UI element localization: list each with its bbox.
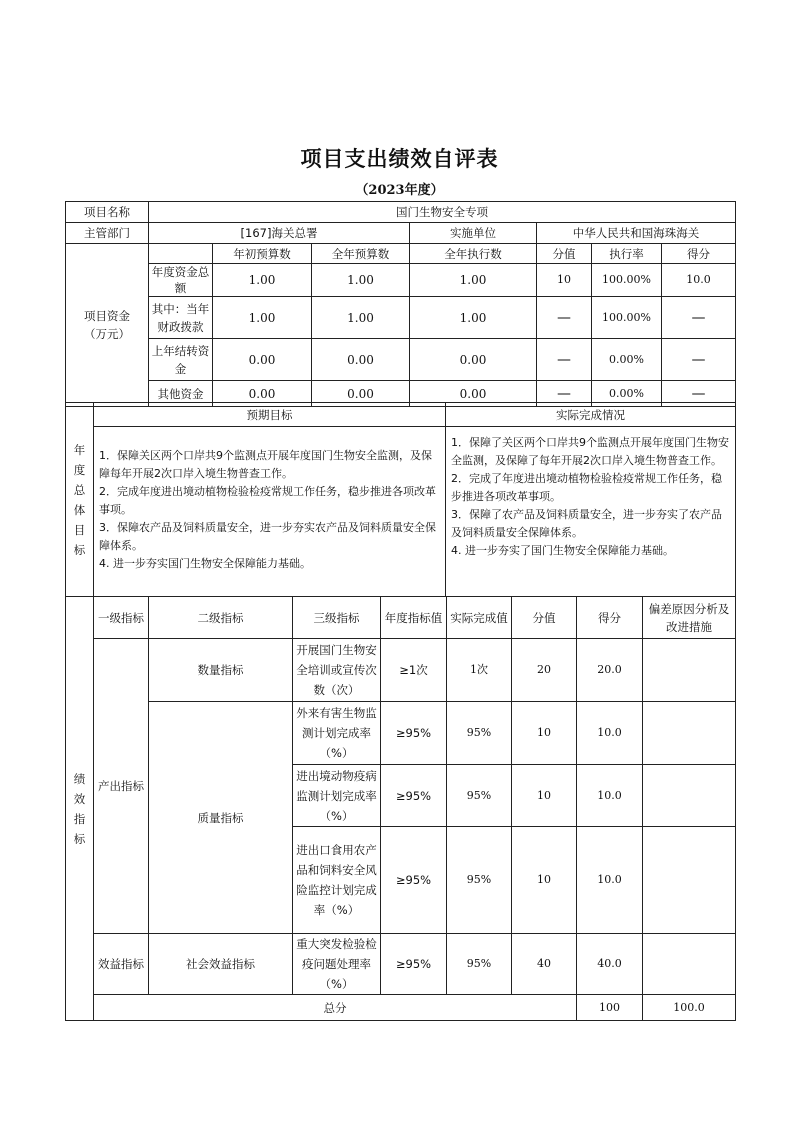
perf-score-value: 20 <box>512 639 577 702</box>
perf-header: 三级指标 <box>293 597 381 639</box>
perf-section-text: 绩效指标 <box>73 771 86 846</box>
funds-initial: 1.00 <box>213 297 312 339</box>
perf-reason <box>643 639 736 702</box>
perf-reason <box>643 702 736 765</box>
funds-annual: 1.00 <box>312 297 410 339</box>
actual-goal-item: 3．保障了农产品及饲料质量安全，进一步夯实了农产品及饲料质量安全保障体系。 <box>451 508 722 539</box>
funds-rate: 100.00% <box>592 297 662 339</box>
goals-section-label <box>66 403 94 597</box>
actual-goal-item: 1．保障了关区两个口岸共9个监测点开展年度国门生物安全监测，及保障了每年开展2次口岸入境生物普查工作。 <box>451 436 729 467</box>
perf-table <box>65 596 736 1021</box>
funds-score-value: — <box>537 339 592 381</box>
project-name-label: 项目名称 <box>66 202 149 223</box>
funds-initial: 0.00 <box>213 339 312 381</box>
dept-value: [167]海关总署 <box>149 223 410 244</box>
perf-row <box>66 934 736 995</box>
level2-quantity: 数量指标 <box>149 639 293 702</box>
level3-indicator: 进出境动物疫病监测计划完成率（%） <box>293 765 381 827</box>
perf-score-value: 40 <box>512 934 577 995</box>
funds-row-label: 其他资金 <box>149 381 213 407</box>
actual-header: 实际完成情况 <box>446 403 736 427</box>
dept-label: 主管部门 <box>66 223 149 244</box>
perf-header: 得分 <box>577 597 643 639</box>
funds-rate: 100.00% <box>592 264 662 297</box>
funds-label-line1: 项目资金 <box>84 309 130 323</box>
actual-value: 95% <box>447 934 512 995</box>
funds-row-label: 其中：当年财政拨款 <box>149 297 213 339</box>
funds-header: 全年执行数 <box>410 244 537 264</box>
target-value: ≥95% <box>381 765 447 827</box>
total-score: 100.0 <box>643 995 736 1021</box>
page-title: 项目支出绩效自评表 <box>300 147 499 171</box>
funds-score-value: 10 <box>537 264 592 297</box>
funds-row <box>66 264 736 297</box>
funds-executed: 0.00 <box>410 339 537 381</box>
actual-value: 1次 <box>447 639 512 702</box>
level1-output: 产出指标 <box>94 639 149 934</box>
actual-value: 95% <box>447 702 512 765</box>
actual-goal-item: 2．完成了年度进出境动植物检验检疫常规工作任务，稳步推进各项改革事项。 <box>451 472 722 503</box>
funds-row-label: 上年结转资金 <box>149 339 213 381</box>
perf-header: 二级指标 <box>149 597 293 639</box>
expected-goals <box>94 427 446 597</box>
funds-header: 执行率 <box>592 244 662 264</box>
perf-header: 一级指标 <box>94 597 149 639</box>
funds-initial: 1.00 <box>213 264 312 297</box>
funds-score: 10.0 <box>662 264 736 297</box>
actual-value: 95% <box>447 827 512 934</box>
funds-rate: 0.00% <box>592 339 662 381</box>
perf-score: 10.0 <box>577 827 643 934</box>
funds-row <box>66 297 736 339</box>
funds-score: — <box>662 381 736 407</box>
funds-header-blank <box>149 244 213 264</box>
perf-score: 20.0 <box>577 639 643 702</box>
perf-reason <box>643 827 736 934</box>
goals-section-text: 年度总体目标 <box>73 442 86 557</box>
perf-reason <box>643 765 736 827</box>
actual-goals <box>446 427 736 597</box>
expected-goal-item: 1．保障关区两个口岸共9个监测点开展年度国门生物安全监测，及保障每年开展2次口岸入境生物普查工作。 <box>99 449 432 480</box>
level3-indicator: 外来有害生物监测计划完成率（%） <box>293 702 381 765</box>
perf-score: 40.0 <box>577 934 643 995</box>
funds-header: 分值 <box>537 244 592 264</box>
funds-header: 年初预算数 <box>213 244 312 264</box>
level3-indicator: 开展国门生物安全培训或宣传次数（次） <box>293 639 381 702</box>
target-value: ≥95% <box>381 827 447 934</box>
level2-social: 社会效益指标 <box>149 934 293 995</box>
funds-score-value: — <box>537 381 592 407</box>
funds-label-line2: （万元） <box>84 327 130 341</box>
funds-table <box>65 201 736 407</box>
expected-goal-item: 3．保障农产品及饲料质量安全，进一步夯实农产品及饲料质量安全保障体系。 <box>99 521 436 552</box>
level3-indicator: 重大突发检验检疫问题处理率（%） <box>293 934 381 995</box>
funds-annual: 0.00 <box>312 381 410 407</box>
perf-header: 年度指标值 <box>381 597 447 639</box>
perf-reason <box>643 934 736 995</box>
project-name: 国门生物安全专项 <box>149 202 736 223</box>
perf-score-value: 10 <box>512 702 577 765</box>
level2-quality: 质量指标 <box>149 702 293 934</box>
level1-benefit: 效益指标 <box>94 934 149 995</box>
perf-score-value: 10 <box>512 765 577 827</box>
funds-score: — <box>662 339 736 381</box>
perf-score: 10.0 <box>577 702 643 765</box>
perf-section-label <box>66 597 94 1021</box>
funds-header: 得分 <box>662 244 736 264</box>
funds-annual: 1.00 <box>312 264 410 297</box>
perf-row <box>66 639 736 702</box>
total-row <box>66 995 736 1021</box>
actual-value: 95% <box>447 765 512 827</box>
funds-rate: 0.00% <box>592 381 662 407</box>
expected-header: 预期目标 <box>94 403 446 427</box>
funds-executed: 1.00 <box>410 264 537 297</box>
funds-score-value: — <box>537 297 592 339</box>
funds-section-label <box>66 244 149 407</box>
total-label: 总分 <box>94 995 577 1021</box>
level3-indicator: 进出口食用农产品和饲料安全风险监控计划完成率（%） <box>293 827 381 934</box>
funds-annual: 0.00 <box>312 339 410 381</box>
perf-score-value: 10 <box>512 827 577 934</box>
funds-score: — <box>662 297 736 339</box>
target-value: ≥95% <box>381 702 447 765</box>
funds-initial: 0.00 <box>213 381 312 407</box>
perf-header: 偏差原因分析及改进措施 <box>643 597 736 639</box>
target-value: ≥1次 <box>381 639 447 702</box>
funds-executed: 1.00 <box>410 297 537 339</box>
total-score-value: 100 <box>577 995 643 1021</box>
page-subtitle: （2023年度） <box>355 183 444 198</box>
impl-label: 实施单位 <box>410 223 537 244</box>
expected-goal-item: 4. 进一步夯实国门生物安全保障能力基础。 <box>99 557 311 570</box>
funds-executed: 0.00 <box>410 381 537 407</box>
goals-table <box>65 402 736 597</box>
impl-value: 中华人民共和国海珠海关 <box>537 223 736 244</box>
expected-goal-item: 2．完成年度进出境动植物检验检疫常规工作任务，稳步推进各项改革事项。 <box>99 485 436 516</box>
funds-row <box>66 339 736 381</box>
perf-header: 分值 <box>512 597 577 639</box>
perf-header: 实际完成值 <box>447 597 512 639</box>
perf-score: 10.0 <box>577 765 643 827</box>
funds-row-label: 年度资金总额 <box>149 264 213 297</box>
perf-row <box>66 702 736 765</box>
actual-goal-item: 4. 进一步夯实了国门生物安全保障能力基础。 <box>451 544 674 557</box>
funds-header: 全年预算数 <box>312 244 410 264</box>
target-value: ≥95% <box>381 934 447 995</box>
